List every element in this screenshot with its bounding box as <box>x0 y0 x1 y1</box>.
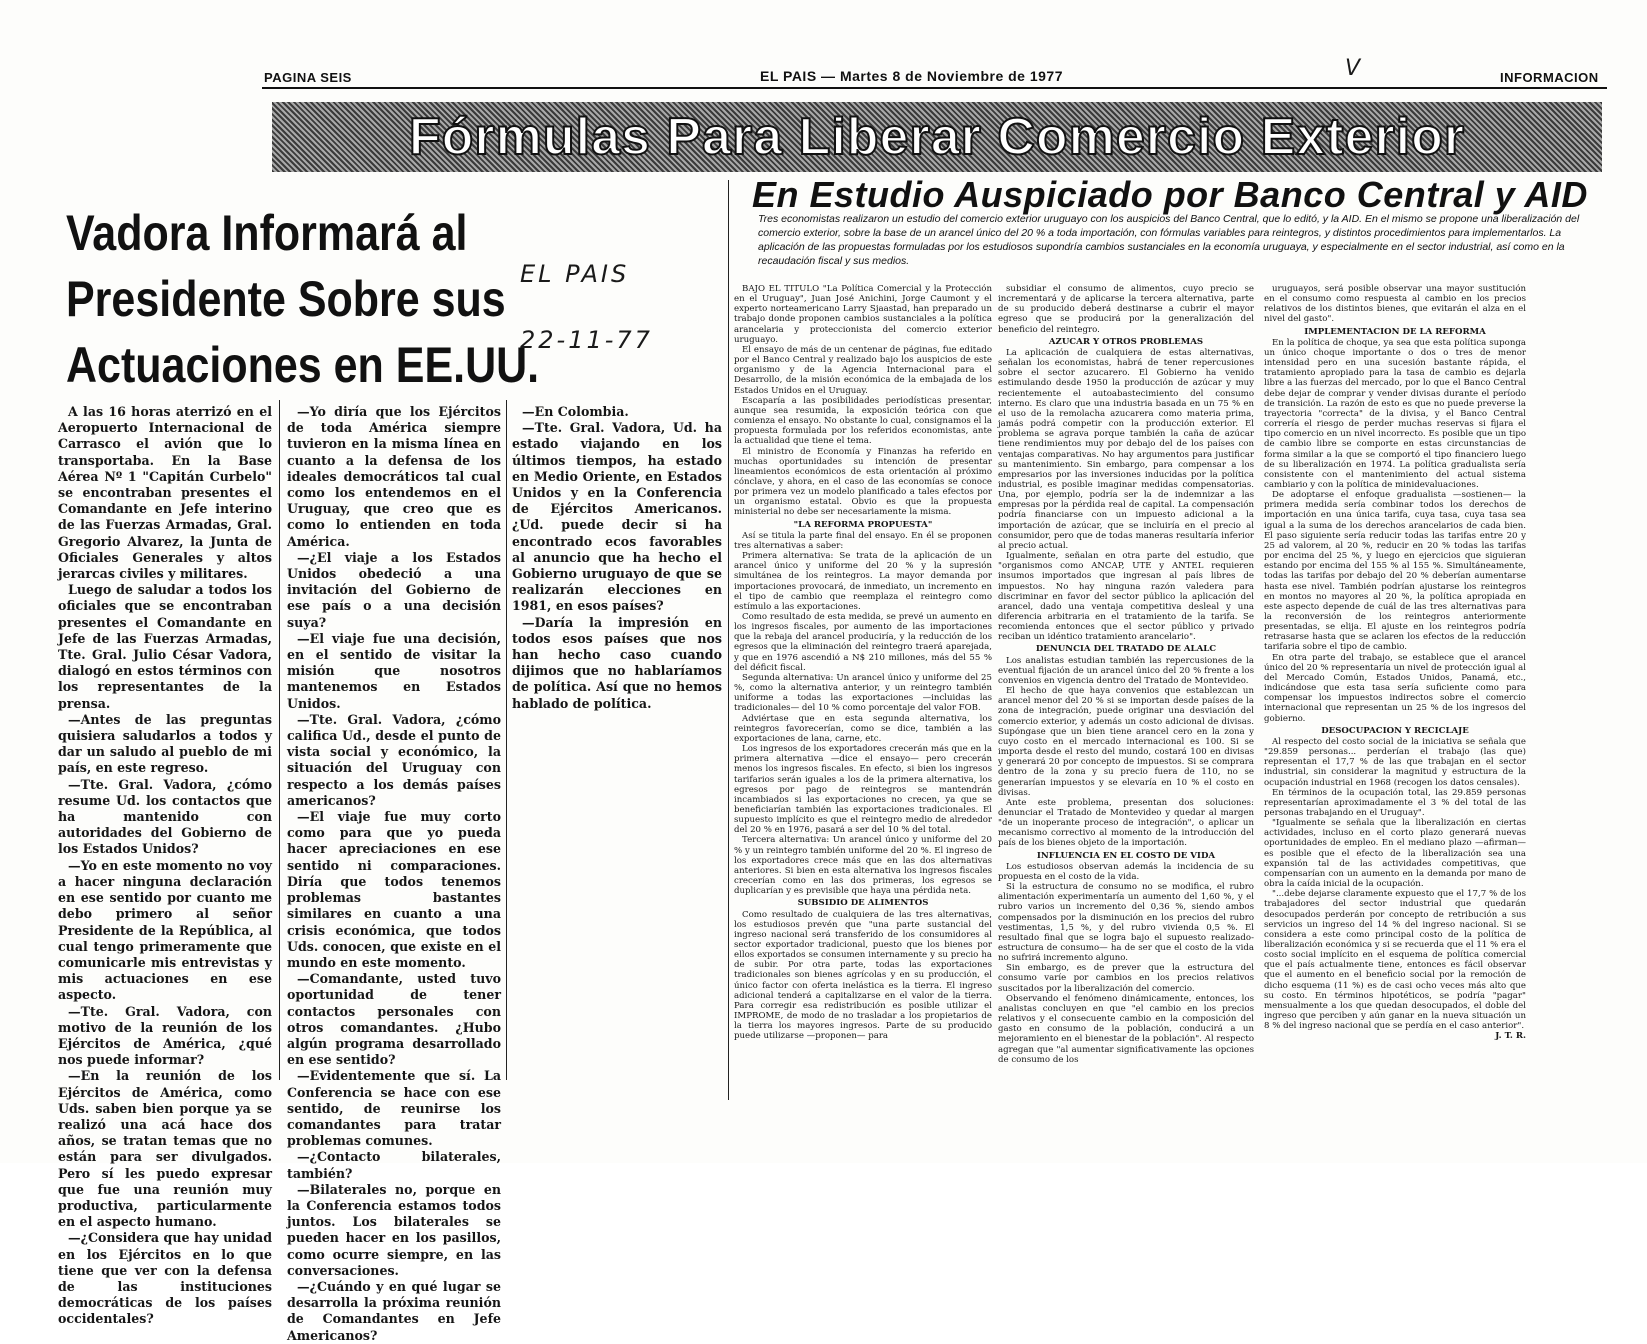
paragraph: De adoptarse el enfoque gradualista —sostienen— la primera medida sería combinar todos los derechos de importación en una única tarifa, cuya tasa, cuya tasa sea igual a la suma de los derechos arancelarios de cada bien. El paso siguiente sería reducir todas las tarifas entre 20 y 25 ad valorem, al 20 %, reducir en 20 % todas las tarifas por encima del 25 %, y luego en ejercicios que siguieran estando por encima del 155 % al 155 %. Simultáneamente, todas las tarifas por debajo del 20 % deberían aumentarse hasta ese nivel. También podrían ajustarse los reintegros en montos no mayores al 20 %, la política apropiada en este aspecto depende de cuál de las tres alternativas para la reconversión de los reintegros anteriormente presentadas, se elija. El ajuste en los reintegros podría retrasarse hasta que se aclaren los efectos de la reducción tarifaria sobre el tipo de cambio. <box>1264 490 1526 653</box>
paragraph: Al respecto del costo social de la iniciativa se señala que "29.859 personas... perderían el trabajo (las que) representan el 17,7 % de las que trabajan en el sector industrial, sin considerar la magnitud y estructura de la ocupación industrial en 1968 (recogen los datos censales). <box>1264 736 1526 788</box>
paragraph: En la política de choque, ya sea que esta política suponga un único choque importante o dos o tres de menor intensidad pero en una sucesión bastante rápida, el tratamiento apropiado para la tasa de cambio es dejarla libre a las fuerzas del mercado, por lo que el Banco Central debe dejar de comprar y vender divisas durante el período de transición. La razón de esto es que no puede preverse la trayectoria "correcta" de la divisa, y el Banco Central correría el riesgo de perder muchas reservas si fijara el tipo comercio en un nivel incorrecto. Es posible que un tipo de cambio libre se comporte en estas circunstancias de forma similar a la que se comportó el tipo financiero luego de su liberalización en 1974. La política gradualista sería consistente con el mantenimiento del actual sistema cambiario y con la política de minidevaluaciones. <box>1264 337 1526 490</box>
corner-mark: V <box>1345 56 1364 81</box>
paragraph: Igualmente, señalan en otra parte del estudio, que "organismos como ANCAP, UTE y ANTEL requieren insumos importados que ingresan al país libres de impuestos. No hay ninguna razón valedera para discriminar en favor del sector público la aplicación del arancel, dado una ventaja competitiva desleal y una diferencia arbitraria en el tratamiento de la tarifa. Se recomienda entonces que el sector público y privado reciban un idéntico tratamiento arancelario". <box>998 551 1254 643</box>
paragraph: Sin embargo, es de prever que la estructura del consumo varíe por cambios en los precios relativos suscitados por la liberalización del comercio. <box>998 963 1254 994</box>
left-headline-line-1: Vadora Informará al <box>66 205 468 261</box>
paragraph: —¿Cuándo y en qué lugar se desarrolla la próxima reunión de Comandantes en Jefe Americanos? <box>287 1278 501 1343</box>
left-column-1 <box>58 404 272 1327</box>
handwritten-source: EL PAIS <box>520 260 630 288</box>
paragraph: Ante este problema, presentan dos soluciones: denunciar el Tratado de Montevideo y quedar al margen "de un inoperante proceso de integración", o aplicar un mecanismo correctivo al momento de la introducción del país de los bienes objeto de la importación. <box>998 797 1254 849</box>
paragraph: Como resultado de cualquiera de las tres alternativas, los estudiosos prevén que "una parte sustancial del ingreso nacional será transferido de los consumidores al sector exportador tradicional, puesto que los bienes por ellos exportados se consumen internamente y su precio ha de subir. Por otra parte, todas las exportaciones tradicionales son bienes agrícolas y en su producción, el único factor con oferta inelástica es la tierra. El ingreso adicional tenderá a capitalizarse en el valor de la tierra. Para corregir esa redistribución es posible utilizar el IMPROME, de modo de no trasladar a los propietarios de la tierra los mayores ingresos. Parte de su producido puede utilizarse —proponen— para <box>734 909 992 1042</box>
paragraph: —¿Contacto bilaterales, también? <box>287 1149 501 1181</box>
paragraph: —Evidentemente que sí. La Conferencia se hace con ese sentido, de reunirse los comandantes para tratar problemas comunes. <box>287 1068 501 1149</box>
paragraph: —El viaje fue una decisión, en el sentido de visitar la misión que nosotros mantenemos en Estados Unidos. <box>287 630 501 711</box>
section-heading: "LA REFORMA PROPUESTA" <box>793 519 933 530</box>
paragraph: En otra parte del trabajo, se establece que el arancel único del 20 % representaría un nivel de protección igual al del Mercado Común, Estados Unidos, Panamá, etc., indicándose que esta tasa sería suficiente como para compensar los impuestos indirectos sobre el comercio internacional que representan un 25 % de los ingresos del gobierno. <box>1264 652 1526 724</box>
right-column-2 <box>998 284 1254 1100</box>
paragraph: —Tte. Gral. Vadora, ¿cómo resume Ud. los contactos que ha mantenido con autoridades del Gobierno de los Estados Unidos? <box>58 776 272 857</box>
column-divider <box>506 400 507 1080</box>
paragraph: Tercera alternativa: Un arancel único y uniforme del 20 % y un reintegro también uniforme del 20 %. El ingreso de los exportadores crece más que en las dos alternativas anteriores. Si bien en esta alternativa los ingresos fiscales crecerían como en las dos primeras, los egresos se duplicarían y es previsible que haya una pérdida neta. <box>734 835 992 897</box>
paragraph: Los analistas estudian también las repercusiones de la eventual fijación de un arancel único del 20 % frente a los convenios en vigencia dentro del Tratado de Montevideo. <box>998 655 1254 686</box>
paragraph: Los estudiosos observan además la incidencia de su propuesta en el costo de la vida. <box>998 861 1254 882</box>
paragraph: Los ingresos de los exportadores crecerán más que en la primera alternativa —dice el ensayo— pero crecerán menos los ingresos fiscales. En efecto, si bien los ingresos tarifarios serán iguales a los de la primera alternativa, los egresos por pago de reintegros se mantendrán incambiados si las exportaciones no crecen, ya que se beneficiarían también las exportaciones tradicionales. El supuesto implícito es que el reintegro medio de alrededor del 20 % en 1976, pasará a ser del 10 % del total. <box>734 744 992 836</box>
paragraph: "...debe dejarse claramente expuesto que el 17,7 % de los trabajadores del sector industrial que quedarán desocupados perderán por concepto de retribución a sus servicios un ingreso del 14 % del ingreso nacional. Si se considera a este como principal costo de la política de liberalización económica y si se recuerda que el 11 % era el costo social implícito en el esquema de política comercial que el país actualmente tiene, entonces es fácil observar que el aumento en el beneficio social por la remoción de dicho esquema (11 %) es de casi ocho veces más alto que su costo. En términos hipotéticos, se podría "pagar" mensualmente a los que quedan desocupados, el doble del ingreso que perciben y aún ganar en la nueva situación un 8 % del ingreso nacional que se perdía en el caso anterior". <box>1264 889 1526 1032</box>
paragraph: Luego de saludar a todos los oficiales que se encontraban presentes el Comandante en Jefe de las Fuerzas Armadas, Tte. Gral. Julio César Vadora, dialogó en estos términos con los representantes de la prensa. <box>58 582 272 711</box>
banner <box>272 102 1602 172</box>
paragraph: —¿Considera que hay unidad en los Ejércitos en lo que tiene que ver con la defensa de las instituciones democráticas de los países occidentales? <box>58 1230 272 1327</box>
right-column-3 <box>1264 284 1526 1100</box>
paragraph: —¿El viaje a los Estados Unidos obedeció a una invitación del Gobierno de ese país o a una decisión suya? <box>287 549 501 630</box>
paragraph: El ministro de Economía y Finanzas ha referido en muchas oportunidades su intención de presentar lineamientos económicos de esta orientación al próximo cónclave, y ahora, en el caso de las economías se conoce por primera vez un modelo planificado a tales efectos por un organismo estatal. Obvio es que la propuesta ministerial no debe ser necesariamente la misma. <box>734 446 992 518</box>
paragraph: Escaparía a las posibilidades periodísticas presentar, aunque sea resumida, la exposición teórica con que comienza el ensayo. No obstante lo cual, consignamos el la propuesta formulada por los referidos economistas, ante la actualidad que tiene el tema. <box>734 395 992 447</box>
paragraph: Si la estructura de consumo no se modifica, el rubro alimentación experimentaría un aumento del 1,60 %, y el rubro varios un incremento del 0,36 %, siendo ambos compensados por la disminución en los precios del rubro vestimentas, 1,5 %, y del rubro vivienda 0,5 %. El resultado final que se logra bajo el supuesto realizado-estructura de consumo— ha de ser que el costo de la vida no sufrirá incremento alguno. <box>998 882 1254 964</box>
paragraph: Observando el fenómeno dinámicamente, entonces, los analistas concluyen en que "el cambio en los precios relativos y el consecuente cambio en la composición del gasto en consumo de la población, conducirá a un mejoramiento en el bienestar de la población". Al respecto agregan que "al aumentar significativamente las opciones de consumo de los <box>998 993 1254 1065</box>
right-subheadline: En Estudio Auspiciado por Banco Central y AID <box>752 174 1588 215</box>
paragraph: Así se titula la parte final del ensayo. En él se proponen tres alternativas a saber: <box>734 530 992 551</box>
signature: J. T. R. <box>1495 1031 1526 1042</box>
paragraph: —Bilaterales no, porque en la Conferencia estamos todos juntos. Los bilaterales se pueden hacer en los pasillos, como ocurre siempre, en las conversaciones. <box>287 1181 501 1278</box>
left-headline-line-3: Actuaciones en EE.UU. <box>66 337 540 393</box>
paragraph: Adviértase que en esta segunda alternativa, los reintegros favorecerían, como se dice, también a las exportaciones de lana, carne, etc. <box>734 713 992 744</box>
paragraph: —Comandante, usted tuvo oportunidad de tener contactos personales con otros comandantes. ¿Hubo algún programa desarrollado en ese sentido? <box>287 971 501 1068</box>
header-rule <box>262 87 1607 89</box>
paragraph: subsidiar el consumo de alimentos, cuyo precio se incrementará y de aplicarse la tercera alternativa, parte de su producido deberá destinarse a cubrir el mayor egreso que se producirá por la generalización del beneficio del reintegro. <box>998 284 1254 335</box>
paragraph: —Yo en este momento no voy a hacer ninguna declaración en ese sentido por cuanto me debo primero al señor Presidente de la República, al cual tengo primeramente que comunicarle mis entrevistas y mis actuaciones en ese aspecto. <box>58 857 272 1003</box>
section-heading: INFLUENCIA EN EL COSTO DE VIDA <box>1036 850 1216 861</box>
section-label: INFORMACION <box>1500 70 1599 85</box>
paragraph: El ensayo de más de un centenar de páginas, fue editado por el Banco Central y realizado bajo los auspicios de este organismo y de la Agencia Internacional para el Desarrollo, de la misión económica de la embajada de los Estados Unidos en el Uruguay. <box>734 344 992 396</box>
paragraph: uruguayos, será posible observar una mayor sustitución en el consumo como respuesta al cambio en los precios relativos de los distintos bienes, que evitarán el alza en el nivel del gasto". <box>1264 284 1526 325</box>
masthead: EL PAIS — Martes 8 de Noviembre de 1977 <box>760 68 1063 84</box>
left-headline <box>66 200 539 398</box>
paragraph: —Tte. Gral. Vadora, Ud. ha estado viajando en los últimos tiempos, ha estado en Medio Oriente, en Estados Unidos y en la Conferencia de Ejércitos Americanos. ¿Ud. puede decir si ha encontrado ecos favorables al anuncio que ha hecho el Gobierno uruguayo de que se realizarán elecciones en 1981, en esos países? <box>512 420 722 614</box>
banner-title: Fórmulas Para Liberar Comercio Exterior <box>408 108 1466 166</box>
right-lede: Tres economistas realizaron un estudio del comercio exterior uruguayo con los auspicios del Banco Central, que lo editó, y la AID. En el mismo se propone una liberalización del comercio exterior, sobre la base de un arancel único del 20 % a toda importación, con fórmulas variables para reintegros, y distintos procedimientos para implementarlos. La aplicación de las propuestas formuladas por los estudiosos supondría cambios sustanciales en la economía uruguaya, y especialmente en el sector industrial, así como en la recaudación fiscal y sus medios. <box>758 213 1580 267</box>
paragraph: Como resultado de esta medida, se prevé un aumento en los ingresos fiscales, por aumento de las importaciones que la rebaja del arancel produciría, y la reducción de los egresos que la eliminación del reintegro traerá aparejada, y que en 1976 ascendió a N$ 210 millones, más del 55 % del déficit fiscal. <box>734 612 992 673</box>
paragraph: —Antes de las preguntas quisiera saludarlos a todos y dar un saludo al pueblo de mi país, en este regreso. <box>58 711 272 776</box>
paragraph: El hecho de que haya convenios que establezcan un arancel menor del 20 % si se importan desde países de la zona de integración, puede originar una desviación del comercio exterior, y además un costo adicional de divisas. Supóngase que un bien tiene arancel cero en la zona y cuyo costo en el mercado internacional es 100. Si se importa desde el resto del mundo, costará 100 en divisas y generará 20 por concepto de impuestos. Si se comprara dentro de la zona y su precio fuera de 110, no se generarían impuestos y se elevaría en 10 % el costo en divisas. <box>998 686 1254 798</box>
left-headline-line-2: Presidente Sobre sus <box>66 271 506 327</box>
right-column-1 <box>734 284 992 1100</box>
page-label: PAGINA SEIS <box>264 70 352 85</box>
column-divider <box>279 400 280 1080</box>
paragraph: —Tte. Gral. Vadora, ¿cómo califica Ud., desde el punto de vista social y económico, la situación del Uruguay con respecto a los demás países americanos? <box>287 711 501 808</box>
paragraph: "Igualmente se señala que la liberalización en ciertas actividades, incluso en el corto plazo generará nuevas oportunidades de empleo. En el mediano plazo —afirman— es posible que el efecto de la liberalización sea una expansión tal de las actividades competitivas, que compensarían con un aumento en la demanda por mano de obra la caída inicial de la ocupación. <box>1264 818 1526 890</box>
paragraph: —En Colombia. <box>522 404 629 419</box>
paragraph: —Daría la impresión en todos esos países que nos han hecho caso cuando dijimos que no hablaríamos de política. Así que no hemos hablado de política. <box>512 614 722 711</box>
paragraph: A las 16 horas aterrizó en el Aeropuerto Internacional de Carrasco el avión que lo transportaba. En la Base Aérea Nº 1 "Capitán Curbelo" se encontraban presentes el Comandante en Jefe interino de las Fuerzas Armadas, Gral. Gregorio Alvarez, la Junta de Oficiales Generales y altos jerarcas civiles y militares. <box>58 404 272 582</box>
paragraph: En términos de la ocupación total, las 29.859 personas representarían aproximadamente el 3 % del total de las personas trabajando en el Uruguay". <box>1264 787 1526 818</box>
paragraph: BAJO EL TITULO "La Política Comercial y la Protección en el Uruguay", Juan José Anichini, Jorge Caumont y el experto norteamericano Larry Sjaastad, han preparado un trabajo donde proponen cambios sustanciales a la política arancelaria y proteccionista del comercio exterior uruguayo. <box>734 284 992 345</box>
paragraph: —En la reunión de los Ejércitos de América, como Uds. saben bien porque ya se realizó una acá hace dos años, se tratan temas que no están para ser divulgados. Pero sí les puedo expresar que fue una reunión muy productiva, particularmente en el aspecto humano. <box>58 1068 272 1230</box>
paragraph: Primera alternativa: Se trata de la aplicación de un arancel único y uniforme del 20 % y la supresión simultánea de los reintegros. La mayor demanda por importaciones provocará, de inmediato, un incremento en el tipo de cambio que reemplaza el reintegro como estímulo a las exportaciones. <box>734 551 992 612</box>
paragraph: Segunda alternativa: Un arancel único y uniforme del 25 %, como la alternativa anterior, y un reintegro también uniforme a todas las exportaciones —incluidas las tradicionales— del 10 % como porcentaje del valor FOB. <box>734 672 992 714</box>
paragraph: La aplicación de cualquiera de estas alternativas, señalan los economistas, habrá de tener repercusiones sobre el sector azucarero. El Gobierno ha venido estimulando desde 1950 la producción de azúcar y muy recientemente el autoabastecimiento del consumo interno. Es claro que una industria basada en un 75 % en el uso de la remolacha azucarera como materia prima, jamás podrá competir con la producción exterior. El problema se agrava porque también la caña de azúcar tiene rendimientos muy por debajo del de los países con ventajas comparativas. No hay argumentos para justificar su mantenimiento. Sin embargo, para compensar a los empresarios por las inversiones inducidas por la política industrial, es posible imaginar medidas compensatorias. Una, por ejemplo, podría ser la de indemnizar a las empresas por la pérdida real de capital. La compensación podría financiarse con un impuesto adicional a la importación de azúcar, que se incluiría en el precio al consumidor, pero que de todas maneras resultaría inferior al precio actual. <box>998 347 1254 551</box>
left-column-2 <box>287 404 501 1343</box>
handwritten-date: 22-11-77 <box>520 326 653 354</box>
section-heading: DESOCUPACION Y RECICLAJE <box>1321 725 1469 736</box>
paragraph: —El viaje fue muy corto como para que yo pueda hacer apreciaciones en ese sentido ni comparaciones. Diría que todos tenemos problemas bastantes similares en cuanto a una crisis económica, que todos Uds. conocen, que existe en el mundo en este momento. <box>287 809 501 970</box>
section-heading: AZUCAR Y OTROS PROBLEMAS <box>1048 336 1204 347</box>
article-divider <box>728 180 729 1100</box>
section-heading: DENUNCIA DEL TRATADO DE ALALC <box>1035 644 1217 655</box>
paragraph: —Tte. Gral. Vadora, con motivo de la reunión de los Ejércitos de América, ¿qué nos puede informar? <box>58 1003 272 1068</box>
section-heading: SUBSIDIO DE ALIMENTOS <box>797 898 929 909</box>
left-column-3 <box>512 404 722 711</box>
section-heading: IMPLEMENTACION DE LA REFORMA <box>1304 326 1486 337</box>
paragraph: —Yo diría que los Ejércitos de toda América siempre tuvieron en la misma línea en cuanto a la defensa de los ideales democráticos tal cual como los entendemos en el Uruguay, que creo que es como lo entienden en toda América. <box>287 404 501 549</box>
